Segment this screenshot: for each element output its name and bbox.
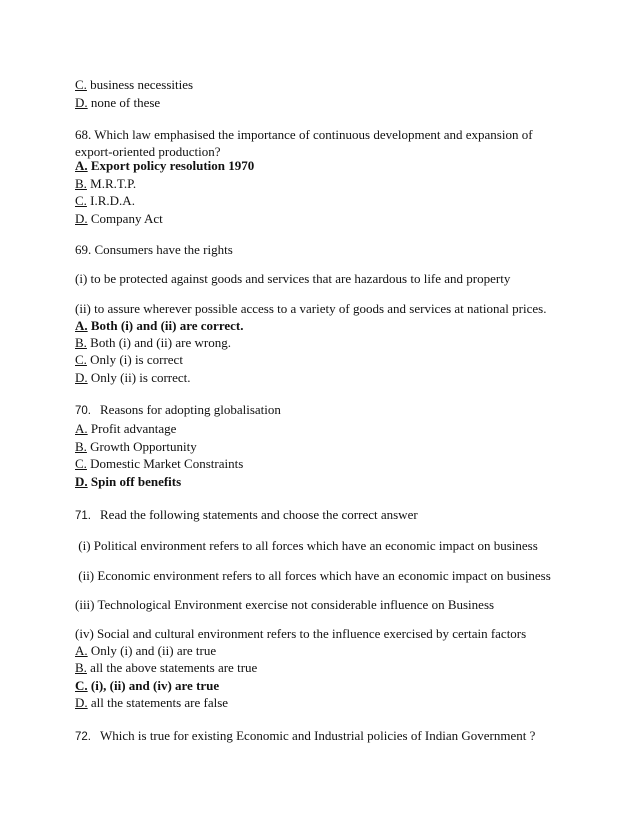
statement-i: (i) Political environment refers to all forces which have an economic impact on business [75, 538, 538, 553]
statement-ii: (ii) to assure wherever possible access to a variety of goods and services at national prices. [75, 301, 547, 316]
option-a-answer [75, 157, 254, 174]
option-b [75, 175, 136, 192]
option-text: Company Act [87, 211, 163, 226]
option-text: I.R.D.A. [86, 193, 135, 208]
option-letter: A. [75, 318, 88, 333]
option-d [75, 210, 163, 227]
option-a [75, 420, 176, 437]
option-text: Export policy resolution 1970 [87, 158, 255, 173]
option-a-answer [75, 317, 243, 334]
option-letter: D. [75, 695, 88, 710]
option-text: M.R.T.P. [86, 176, 137, 191]
option-text: Spin off benefits [87, 474, 182, 489]
option-letter: B. [75, 335, 87, 350]
option-c [75, 351, 183, 368]
question-69: 69. Consumers have the rights [75, 242, 233, 257]
question-71 [75, 506, 418, 525]
question-72 [75, 727, 535, 746]
question-number: 72. [75, 731, 91, 743]
statement-iii: (iii) Technological Environment exercise not considerable influence on Business [75, 597, 495, 612]
statement-iv: (iv) Social and cultural environment refers to the influence exercised by certain factors [75, 626, 527, 641]
question-text: Read the following statements and choose the correct answer [100, 507, 418, 522]
option-text: Both (i) and (ii) are correct. [87, 318, 244, 333]
option-text: business necessities [86, 77, 194, 92]
option-d [75, 369, 191, 386]
option-text: Only (i) is correct [86, 352, 183, 367]
option-letter: A. [75, 158, 88, 173]
option-letter: B. [75, 176, 87, 191]
question-text: Which is true for existing Economic and Industrial policies of Indian Government ? [100, 728, 536, 743]
option-letter: C. [75, 77, 87, 92]
option-b [75, 438, 197, 455]
question-text: Reasons for adopting globalisation [100, 402, 281, 417]
option-text: Domestic Market Constraints [86, 456, 244, 471]
option-text: (i), (ii) and (iv) are true [87, 678, 220, 693]
option-letter: C. [75, 352, 87, 367]
option-c [75, 76, 193, 93]
option-text: Only (ii) is correct. [87, 370, 191, 385]
option-d [75, 694, 228, 711]
option-text: none of these [87, 95, 161, 110]
option-text: all the statements are false [87, 695, 229, 710]
option-letter: C. [75, 193, 87, 208]
option-text: Only (i) and (ii) are true [87, 643, 217, 658]
option-c [75, 192, 135, 209]
option-letter: A. [75, 421, 88, 436]
option-b [75, 334, 231, 351]
option-text: all the above statements are true [86, 660, 258, 675]
option-text: Profit advantage [87, 421, 177, 436]
option-a [75, 642, 216, 659]
question-number: 70. [75, 405, 91, 417]
option-d-answer [75, 473, 181, 490]
statement-i: (i) to be protected against goods and services that are hazardous to life and property [75, 271, 511, 286]
option-text: Growth Opportunity [86, 439, 197, 454]
option-letter: B. [75, 660, 87, 675]
option-c [75, 455, 243, 472]
option-letter: D. [75, 370, 88, 385]
option-d [75, 94, 160, 111]
question-70 [75, 401, 281, 420]
option-letter: C. [75, 678, 88, 693]
question-number: 71. [75, 510, 91, 522]
option-b [75, 659, 257, 676]
question-68: 68. Which law emphasised the importance of continuous development and expansion of export-oriented production? [75, 127, 533, 159]
option-text: Both (i) and (ii) are wrong. [86, 335, 231, 350]
statement-ii: (ii) Economic environment refers to all forces which have an economic impact on business [75, 568, 551, 583]
option-letter: D. [75, 95, 88, 110]
option-letter: A. [75, 643, 88, 658]
option-letter: C. [75, 456, 87, 471]
option-letter: D. [75, 211, 88, 226]
option-letter: D. [75, 474, 88, 489]
option-letter: B. [75, 439, 87, 454]
option-c-answer [75, 677, 219, 694]
